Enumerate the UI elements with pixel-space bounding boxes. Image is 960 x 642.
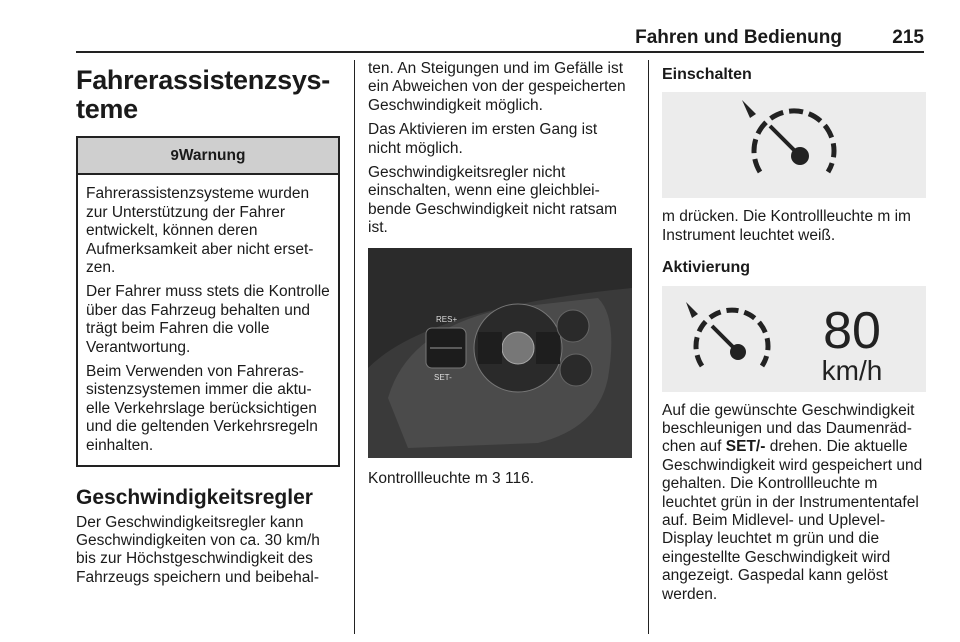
warning-label: Warnung (178, 147, 246, 164)
warning-paragraph: Beim Verwenden von Fahreras-sistenzsystemen immer die aktu-elle Verkehrslage berücksichtigen und die geltenden Verkehrsregeln einhalten. (86, 363, 318, 454)
paragraph: Der Geschwindigkeitsregler kann Geschwindigkeiten von ca. 30 km/h bis zur Höchstgeschwindigkeit des Fahrzeugs speichern und beibehal- (76, 513, 320, 586)
subsection-title: Aktivierung (662, 259, 751, 277)
paragraph: Geschwindigkeitsregler nicht einschalten, wenn eine gleichblei-bende Geschwindigkeit nicht ratsam ist. (368, 164, 617, 237)
paragraph: ten. An Steigungen und im Gefälle ist ein Abweichen von der gespeicherten Geschwindigkeit möglich. (368, 60, 626, 114)
column-divider (354, 60, 355, 634)
subsection-title: Geschwindigkeitsregler (76, 486, 313, 510)
set-label: SET- (434, 372, 452, 382)
column-3 (662, 60, 928, 610)
res-label: RES+ (436, 314, 458, 324)
warning-heading (78, 138, 338, 175)
speed-unit: km/h (821, 354, 883, 386)
figure-caption: Kontrollleuchte m 3 116. (368, 469, 535, 487)
running-header: Fahren und Bedienung (635, 27, 842, 48)
section-title: Fahrerassistenzsys- teme (76, 65, 330, 124)
warning-box (76, 136, 340, 467)
page-number: 215 (892, 27, 924, 48)
warning-paragraph: Fahrerassistenzsysteme wurden zur Unterstützung der Fahrer entwickelt, können deren Aufmerksamkeit aber nicht erset-zen. (86, 185, 314, 277)
column-2 (368, 60, 634, 494)
warning-body (78, 175, 338, 465)
speed-value: 80 (823, 301, 881, 360)
warning-icon: 9 (170, 147, 179, 164)
steering-wheel-controls-image (368, 248, 632, 458)
set-key-label: SET/- (725, 438, 766, 456)
paragraph: m drücken. Die Kontrollleuchte m im Instrument leuchtet weiß. (662, 208, 911, 244)
subsection-title: Einschalten (662, 66, 752, 83)
cruise-control-icon-image (662, 92, 926, 198)
column-divider (648, 60, 649, 634)
warning-paragraph: Der Fahrer muss stets die Kontrolle über das Fahrzeug behalten und trägt beim Fahren die volle Verantwortung. (86, 283, 330, 356)
paragraph: Auf die gewünschte Geschwindigkeit beschleunigen und das Daumenräd-chen auf SET/- drehen. Die aktuelle Geschwindigkeit wird gespeichert und gehalten. Die Kontrollleuchte m leuchtet grün in der Instrumententafel auf. Beim Midlevel- und Uplevel-Display leuchtet m grün und die eingestellte Geschwindigkeit wird angezeigt. Gaspedal kann gelöst werden. (662, 401, 923, 603)
activation-icon-image (662, 286, 926, 392)
column-1 (76, 60, 340, 593)
paragraph: Das Aktivieren im ersten Gang ist nicht möglich. (368, 121, 598, 157)
header-divider (76, 51, 924, 53)
